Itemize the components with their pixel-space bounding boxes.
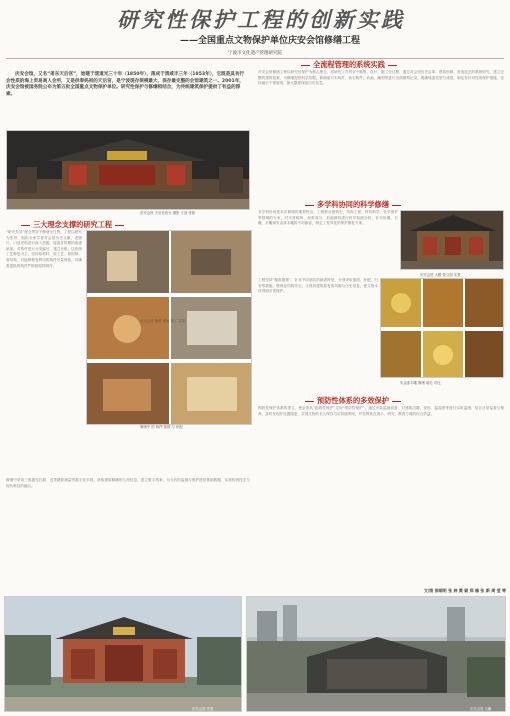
text-left-mid: “研究先导”理念贯穿于修缮全过程。工程以研究为先导，组织专家学者对会馆历史文献、老照片、口述史料进行深入挖掘，厘清各时期的改建添加，对构件进行分类编号、建立台账。以传统工艺修复为主，坚持原材料、原工艺、原形制、原结构，对能够修复利用的构件尽量保留，对确需更换的构件严格按原样制作。 [6,230,82,268]
caption-fig4: 庆安会馆 大殿 背立面 实景 [420,273,461,277]
section-heading-systematic: 全流程管理的系统实践 [298,60,400,70]
text-right-mid: 多学科协同是本次修缮的重要特点。工程联合建筑史、结构工程、材料科学、化学保护等领域的专家，对木材树种、灰浆成分、彩画颜料进行科学检测分析，针对砖雕、石雕、木雕和朱金漆木雕的不同病害，制定了差异化的保护修复方案。 [258,210,398,226]
photo-aerial [246,596,506,712]
caption-fig3: 修缮中 的 构件 加固 与 补配 [140,425,183,429]
caption-fig2: 庆安会馆 修缮 现场 施工 实景 [140,319,185,323]
photo-grid-repair [86,230,252,425]
page-subtitle: ——全国重点文物保护单位庆安会馆修缮工程 [179,36,360,46]
section-heading-three-principles: 三大理念支撑的研究工程 [18,220,127,230]
photo-main-hall [400,210,504,270]
caption-fig6: 庆安会馆 外景 [192,707,214,711]
section-heading-prevention: 预防性体系的多效保护 [302,396,404,406]
byline: 宁波市文化遗产管理研究院 [228,51,282,56]
caption-fig7: 庆安会馆 鸟瞰 [470,707,492,711]
credits: 文/图 徐炯明 张 炜 黄 颖 郑 楠 张 新 周 莹 等 [423,588,506,593]
section-heading-multidisciplinary: 多学科协同的科学修缮 [302,200,404,210]
caption-fig1: 庆安会馆 天后宫戏台 摄影 王剑 张凯 [140,211,196,215]
header-rule [6,58,504,59]
text-right-top: 庆安会馆修缮工程以研究性保护为核心理念，将研究工作贯穿于勘察、设计、施工全过程。通过对会馆历史沿革、建筑形制、营造技艺的系统研究，建立完整的建筑档案，为修缮提供科学依据。修缮前对木构件、砖石构件、彩画、雕刻等进行全面勘察记录，明确残损类型与成因，制定有针对性的保护措施，坚持最小干预原则，最大限度保留历史信息。 [258,70,504,86]
photo-exterior [4,596,242,712]
text-left-lower: 修缮中采用三维激光扫描、近景摄影测量等数字化手段，获取建筑精确的几何信息，建立数字档案，为今后的监测与保护提供基础数据，实现传统技艺与现代科技的融合。 [6,478,250,488]
lead-paragraph: 庆安会馆，又名“甬东天后宫”，始建于清道光三十年（1850年），落成于清咸丰三年（1853年），它既是具有行会性质的海上贸易商人会所，又是供奉妈祖的天后宫，是宁波现存规模最大、保存最完整的会馆建筑之一。2001年，庆安会馆被国务院公布为第五批全国重点文物保护单位。研究性保护与修缮相结合，为传统建筑保护提供了有益的探索。 [6,72,245,98]
photo-carving-grid [380,278,504,378]
caption-fig5: 朱金漆木雕 修缮 前后 对比 [400,381,441,385]
text-right-lower: 预防性保护体系的建立，使会馆从“抢救性保护”走向“预防性保护”。通过安装监测设备，对建筑沉降、变形、温湿度等进行实时监测，结合日常巡查与保养，及时发现并处置隐患，实现文物的长久保存与可持续利用，并发挥其在展示、研究、教育方面的综合效益。 [258,406,504,416]
photo-temple-stage [6,130,250,210]
text-middle: 工程坚持“精准施策”，针对不同部位的病害特征，分别采取加固、补配、归安等措施，既保证结构安全，又保持建筑原有的风貌与历史信息，使文物本体得到妥善保护。 [258,278,378,294]
page-title: 研究性保护工程的创新实践 [117,7,405,32]
